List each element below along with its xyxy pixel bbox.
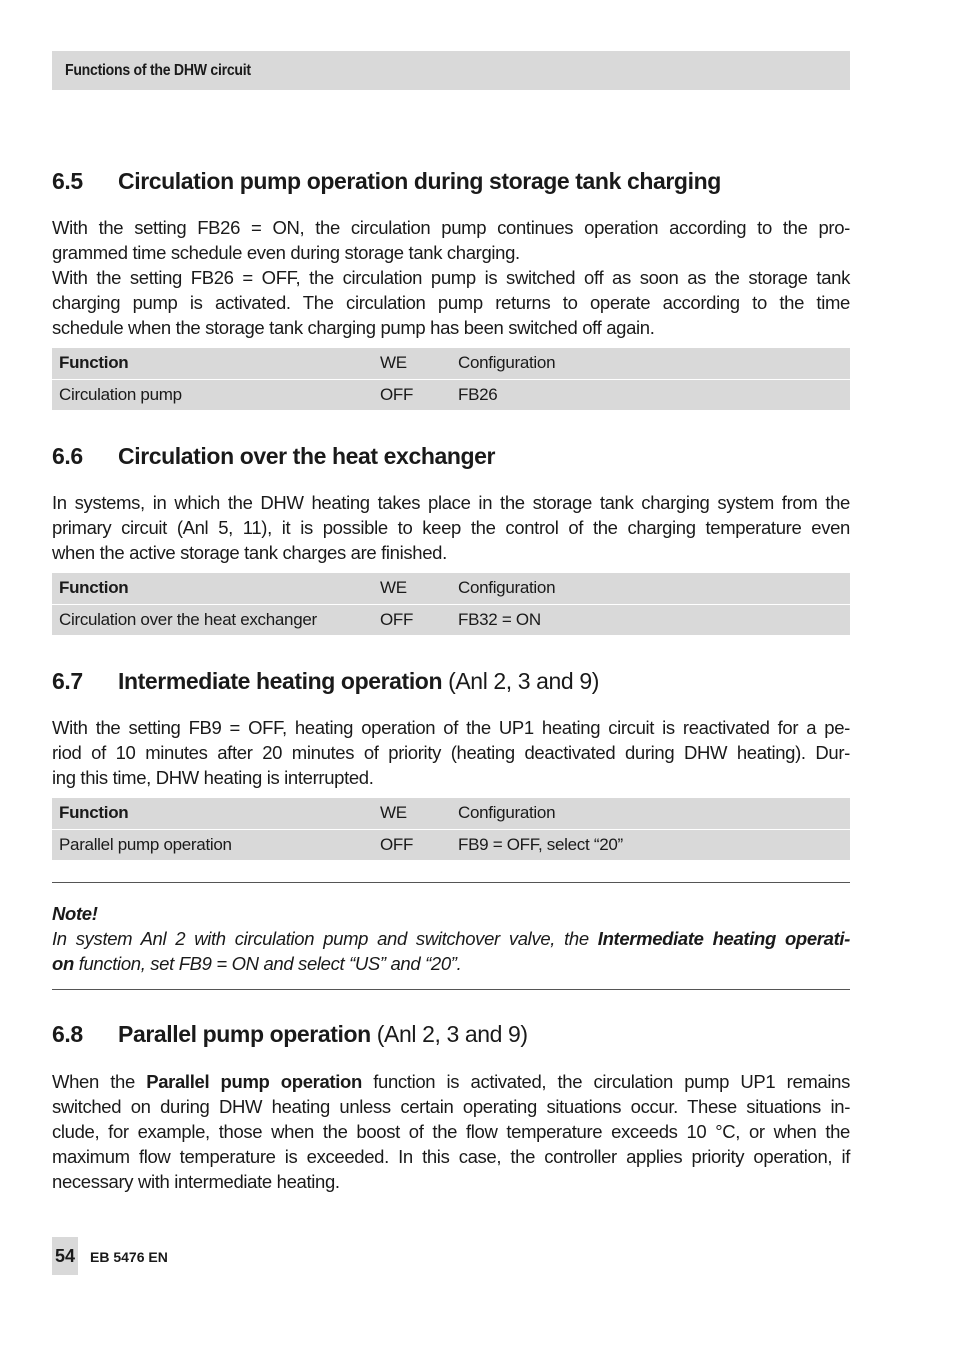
- paragraph-line: With the setting FB26 = OFF, the circulation pump is switched off as soon as the storage tank: [52, 267, 850, 288]
- paragraph-line: With the setting FB26 = ON, the circulation pump continues operation according to the pro-: [52, 217, 850, 238]
- section-6-7-heading: [52, 667, 850, 695]
- section-6-8-title: 6.8 Parallel pump operation (Anl 2, 3 and 9): [52, 1021, 528, 1047]
- paragraph-line: maximum flow temperature is exceeded. In this case, the controller applies priority operation, if: [52, 1146, 850, 1167]
- col-we: WE: [373, 348, 451, 379]
- table-row: Circulation over the heat exchanger OFF FB32 = ON: [52, 604, 850, 635]
- section-6-6-title: 6.6 Circulation over the heat exchanger: [52, 443, 496, 469]
- paragraph-line: schedule when the storage tank charging pump has been switched off again.: [52, 317, 655, 338]
- paragraph-line: primary circuit (Anl 5, 11), it is possible to keep the control of the charging temperature even: [52, 517, 850, 538]
- section-6-6-heading: [52, 442, 850, 470]
- section-6-5-title: 6.5 Circulation pump operation during storage tank charging: [52, 168, 721, 194]
- paragraph-line: necessary with intermediate heating.: [52, 1171, 340, 1192]
- paragraph-line: switched on during DHW heating unless certain operating situations occur. These situations in-: [52, 1096, 850, 1117]
- note-line: In system Anl 2 with circulation pump and switchover valve, the Intermediate heating operati-: [52, 928, 850, 949]
- document-id: EB 5476 EN: [90, 1249, 168, 1265]
- section-6-8-heading: [52, 1020, 850, 1048]
- note-bottom-rule: [52, 989, 850, 990]
- section-6-6-body: [52, 490, 850, 565]
- section-6-5-heading: [52, 167, 850, 195]
- table-header-row: Function WE Configuration: [52, 798, 850, 829]
- paragraph-line: riod of 10 minutes after 20 minutes of priority (heating deactivated during DHW heating). Dur-: [52, 742, 850, 763]
- config-table-6-5: [52, 348, 850, 410]
- note-top-rule: [52, 882, 850, 883]
- col-configuration: Configuration: [451, 348, 850, 379]
- section-6-5-body: [52, 215, 850, 340]
- paragraph-line: With the setting FB9 = OFF, heating operation of the UP1 heating circuit is reactivated for a pe-: [52, 717, 850, 738]
- note-title: Note!: [52, 903, 98, 924]
- note-box: [52, 901, 850, 976]
- table-header-row: [52, 348, 850, 379]
- table-row: Circulation pump OFF FB26: [52, 379, 850, 410]
- paragraph-line: When the Parallel pump operation function is activated, the circulation pump UP1 remains: [52, 1071, 850, 1092]
- config-table-6-6: [52, 573, 850, 635]
- running-header: [52, 51, 850, 90]
- config-table-6-7: [52, 798, 850, 860]
- section-6-7-title: 6.7 Intermediate heating operation (Anl 2, 3 and 9): [52, 668, 599, 694]
- note-line: on function, set FB9 = ON and select “US” and “20”.: [52, 953, 462, 974]
- paragraph-line: In systems, in which the DHW heating takes place in the storage tank charging system from the: [52, 492, 850, 513]
- col-function: Function: [52, 348, 373, 379]
- paragraph-line: ing this time, DHW heating is interrupted.: [52, 767, 374, 788]
- running-header-title: Functions of the DHW circuit: [65, 62, 251, 79]
- section-6-7-body: [52, 715, 850, 790]
- section-6-8-body: [52, 1069, 850, 1194]
- paragraph-line: charging pump is activated. The circulation pump returns to operate according to the time: [52, 292, 850, 313]
- paragraph-line: clude, for example, those when the boost of the flow temperature exceeds 10 °C, or when the: [52, 1121, 850, 1142]
- paragraph-line: grammed time schedule even during storage tank charging.: [52, 242, 520, 263]
- table-row: Parallel pump operation OFF FB9 = OFF, select “20”: [52, 829, 850, 860]
- paragraph-line: when the active storage tank charges are finished.: [52, 542, 447, 563]
- table-header-row: Function WE Configuration: [52, 573, 850, 604]
- page-number: 54: [52, 1237, 78, 1275]
